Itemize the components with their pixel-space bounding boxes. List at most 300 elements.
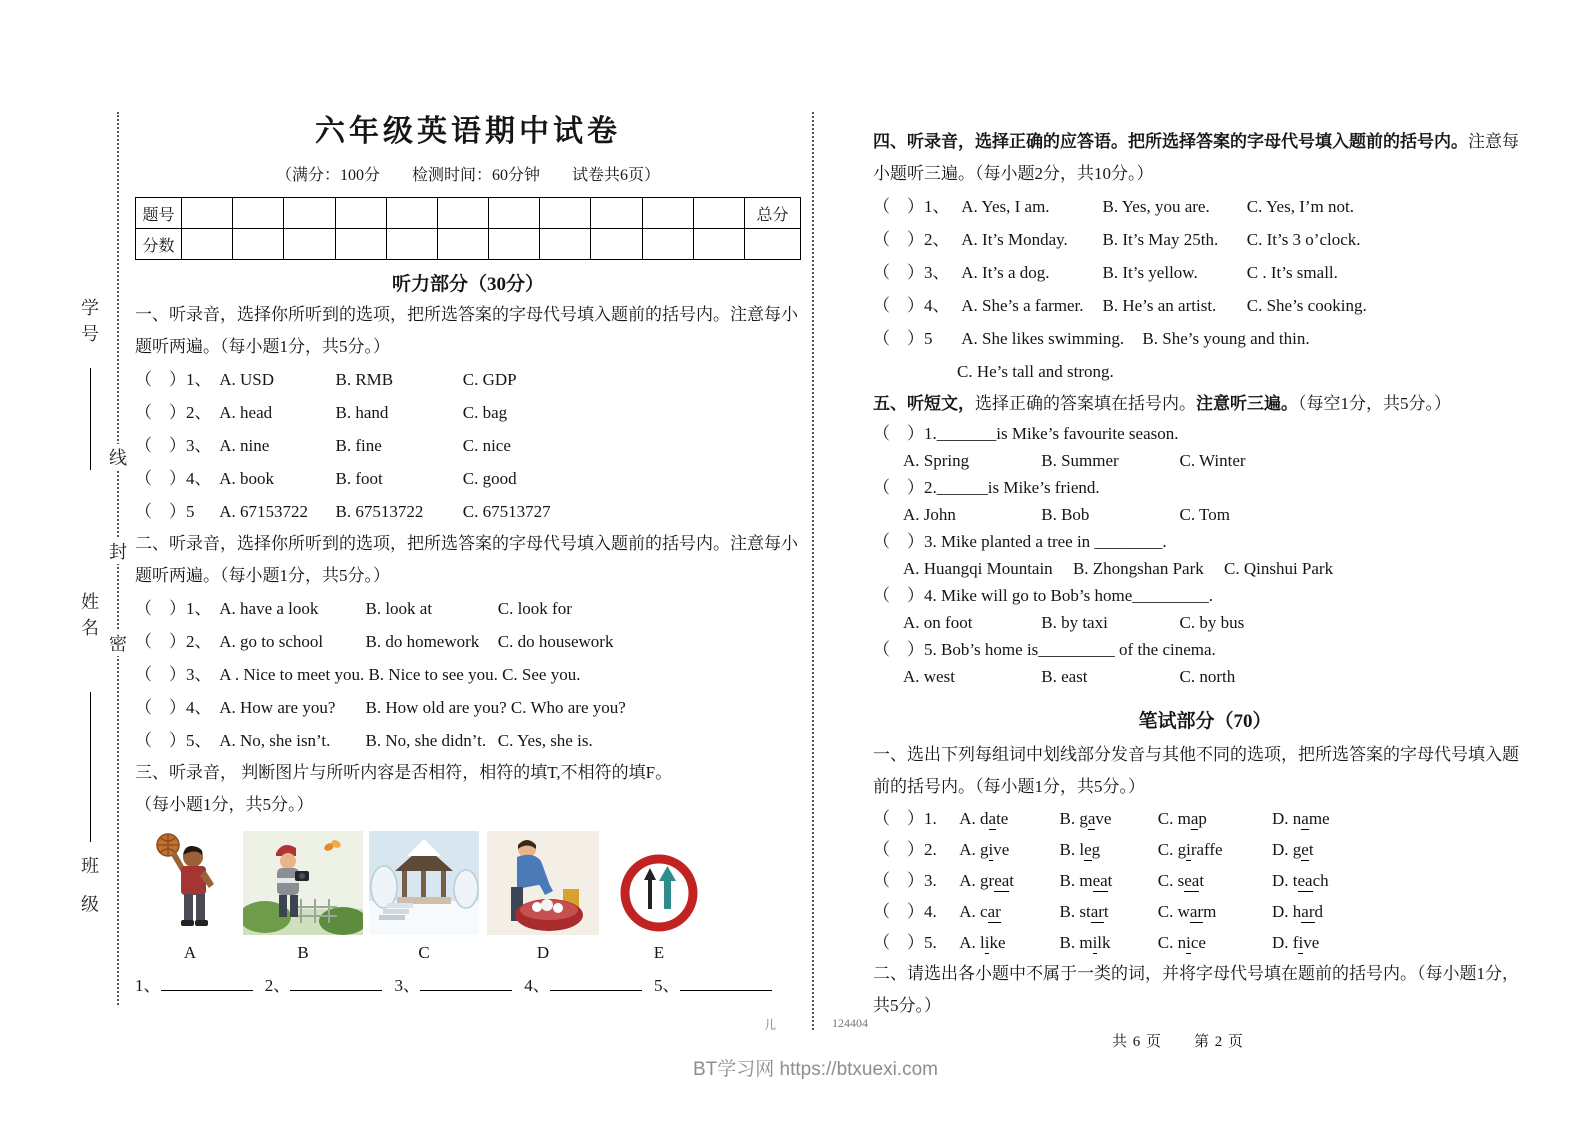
page-counter: 共 6 页 第 2 页 xyxy=(1112,1034,1245,1050)
option-c: C. It’s 3 o’clock. xyxy=(1246,230,1361,249)
question-number: （ ）3. xyxy=(873,871,937,890)
option-b: B. Bob xyxy=(1041,505,1090,524)
option-b xyxy=(1060,927,1154,958)
score-cell-blank xyxy=(489,198,540,229)
name-blank-line xyxy=(90,692,91,842)
option-text: C. s xyxy=(1157,871,1185,890)
score-cell-blank xyxy=(642,229,693,260)
seal-char-mi: 密 xyxy=(106,630,130,656)
listening-sec3-instruction xyxy=(135,757,801,821)
option-c xyxy=(1158,803,1268,834)
question-row xyxy=(873,190,1537,223)
option-d xyxy=(1272,896,1323,927)
option-a: A. It’s a dog. xyxy=(961,263,1050,282)
option-text: A. gr xyxy=(959,871,995,890)
blank-number: 2、 xyxy=(264,976,291,995)
option-text: t xyxy=(1199,871,1205,890)
option-b: B. hand xyxy=(335,403,389,422)
question-row xyxy=(135,495,801,528)
option-a xyxy=(959,865,1055,896)
option-b: B. foot xyxy=(335,469,383,488)
option-b: B. east xyxy=(1041,667,1088,686)
print-artifact-right: 124404 xyxy=(832,1016,868,1030)
option-c: C. She’s cooking. xyxy=(1246,296,1367,315)
option-text: ch xyxy=(1312,871,1329,890)
instruction-line: 二、请选出各小题中不属于一类的词，并将字母代号填在题前的括号内。（每小题1分， xyxy=(873,964,1519,983)
class-label: 班 级 xyxy=(79,856,99,921)
question-number: （ ）4、 xyxy=(135,469,212,488)
option-b: B. He’s an artist. xyxy=(1102,296,1217,315)
score-table xyxy=(135,197,801,260)
score-cell-blank xyxy=(233,229,284,260)
student-id-label: 学号 xyxy=(79,298,99,350)
question-number: （ ）4. xyxy=(873,902,937,921)
question-number: （ ）4、 xyxy=(873,296,950,315)
question-number: （ ）1. xyxy=(873,809,937,828)
listening-part-header: 听力部分（30分） xyxy=(391,274,544,295)
figure-d xyxy=(487,831,599,963)
option-b: B. Summer xyxy=(1041,451,1119,470)
underlined-letters: ar xyxy=(1301,902,1315,921)
underlined-letters: i xyxy=(1092,933,1098,952)
option-b: B. She’s young and thin. xyxy=(1142,329,1310,348)
underlined-letters: a xyxy=(1087,809,1096,828)
option-a: A . Nice to meet you. xyxy=(219,665,365,684)
option-b xyxy=(1060,834,1154,865)
question-row xyxy=(873,865,1537,896)
score-cell-blank xyxy=(489,229,540,260)
score-cell-blank xyxy=(284,198,335,229)
written-part-header: 笔试部分（70） xyxy=(1138,711,1272,732)
question-number: （ ）1、 xyxy=(873,197,950,216)
score-cell-blank xyxy=(284,229,335,260)
listening-sec1-questions xyxy=(135,363,801,528)
question-number: （ ）5 xyxy=(873,329,933,348)
option-text: B. l xyxy=(1059,840,1085,859)
question-row xyxy=(873,927,1537,958)
listening-sec4-continuation: C. He’s tall and strong. xyxy=(957,362,1114,381)
instruction-line: （每小题1分，共5分。） xyxy=(135,795,314,814)
underlined-letters: i xyxy=(984,933,990,952)
instruction-bold: 注意听三遍。 xyxy=(1196,394,1298,413)
question-number: （ ）2、 xyxy=(135,403,212,422)
question-row xyxy=(135,724,801,757)
option-b: B. No, she didn’t. xyxy=(365,731,487,750)
option-text: m xyxy=(1203,902,1217,921)
score-cell-blank xyxy=(642,198,693,229)
option-text: C. m xyxy=(1157,809,1191,828)
question-options xyxy=(873,609,1537,636)
option-c: C. Who are you? xyxy=(510,698,626,717)
question-options xyxy=(873,447,1537,474)
listening-sec5-instruction xyxy=(873,388,1537,420)
question-stem: （ ）1._______is Mike’s favourite season. xyxy=(873,424,1179,443)
option-a xyxy=(959,803,1055,834)
question-row xyxy=(135,429,801,462)
option-c: C. north xyxy=(1179,667,1236,686)
option-a: A. nine xyxy=(219,436,270,455)
underlined-letters: e xyxy=(1301,840,1309,859)
option-text: A. l xyxy=(959,933,985,952)
instruction-line: 前的括号内。（每小题1分，共5分。） xyxy=(873,777,1145,796)
instruction-line: 小题听三遍。（每小题2分，共10分。） xyxy=(873,164,1154,183)
score-table-row2-label: 分数 xyxy=(136,229,182,260)
option-d xyxy=(1272,865,1329,896)
question-block xyxy=(873,420,1537,474)
option-c xyxy=(1158,927,1268,958)
question-number: （ ）4、 xyxy=(135,698,212,717)
question-number: （ ）1、 xyxy=(135,599,212,618)
option-text: t xyxy=(1308,840,1314,859)
option-c xyxy=(1158,865,1268,896)
question-number: （ ）5、 xyxy=(135,731,212,750)
option-text: p xyxy=(1198,809,1207,828)
option-text: ve xyxy=(993,840,1010,859)
instruction-line: 三、听录音， 判断图片与所听内容是否相符，相符的填T,不相符的填F。 xyxy=(135,763,673,782)
listening-sec2-instruction xyxy=(135,528,801,592)
question-block xyxy=(873,582,1537,636)
option-text: t xyxy=(1009,871,1015,890)
instruction-bold: 五、听短文， xyxy=(873,394,975,413)
question-row xyxy=(873,289,1537,322)
underlined-letters: i xyxy=(988,840,994,859)
option-b: B. Zhongshan Park xyxy=(1072,559,1204,578)
question-row xyxy=(873,896,1537,927)
written-sec1-instruction xyxy=(873,739,1537,803)
figure-a-label: A xyxy=(183,943,197,962)
option-d xyxy=(1272,927,1319,958)
option-a: A. USD xyxy=(219,370,275,389)
question-block xyxy=(873,528,1537,582)
option-a xyxy=(959,927,1055,958)
question-block xyxy=(873,474,1537,528)
question-number: （ ）5. xyxy=(873,933,937,952)
question-stem: （ ）3. Mike planted a tree in ________. xyxy=(873,532,1167,551)
blank-line xyxy=(680,976,772,991)
option-text: D. n xyxy=(1272,809,1302,828)
question-stem: （ ）5. Bob’s home is_________ of the cinema. xyxy=(873,640,1216,659)
instruction-line xyxy=(873,126,1537,158)
option-text: ke xyxy=(989,933,1006,952)
underlined-letters: ea xyxy=(1092,871,1108,890)
instruction-line: 题听两遍。（每小题1分，共5分。） xyxy=(135,337,390,356)
option-a: A. west xyxy=(903,667,955,686)
written-sec1-questions xyxy=(873,803,1537,958)
question-number: （ ）5 xyxy=(135,502,195,521)
blank-line xyxy=(290,976,382,991)
score-cell-blank xyxy=(745,229,801,260)
option-c: C. look for xyxy=(497,599,572,618)
option-b: B. 67513722 xyxy=(335,502,424,521)
figure-a xyxy=(151,831,229,963)
question-row xyxy=(873,803,1537,834)
underlined-letters: i xyxy=(1186,840,1191,859)
score-cell-blank xyxy=(437,198,488,229)
option-b: B. Yes, you are. xyxy=(1102,197,1210,216)
option-b xyxy=(1060,803,1154,834)
option-text: ve xyxy=(1303,933,1320,952)
question-number: （ ）2、 xyxy=(873,230,950,249)
name-label: 姓名 xyxy=(79,592,99,644)
blank-number: 5、 xyxy=(654,976,680,995)
instruction-normal: 注意每 xyxy=(1468,132,1519,151)
underlined-letters: ar xyxy=(987,902,1001,921)
seal-char-feng: 封 xyxy=(106,538,130,564)
score-cell-blank xyxy=(335,229,386,260)
option-text: D. g xyxy=(1272,840,1302,859)
blank-number: 4、 xyxy=(524,976,550,995)
option-c: C. See you. xyxy=(502,665,581,684)
figure-c-label: C xyxy=(418,943,430,962)
option-c: C. 67513727 xyxy=(462,502,551,521)
question-row xyxy=(135,592,801,625)
option-text: A. d xyxy=(959,809,989,828)
page-title: 六年级英语期中试卷 xyxy=(315,115,621,148)
option-a: A. have a look xyxy=(219,599,319,618)
option-c: C. nice xyxy=(462,436,511,455)
listening-sec3-images xyxy=(135,831,801,963)
score-cell-blank xyxy=(591,229,642,260)
option-c: C. Yes, she is. xyxy=(497,731,593,750)
instruction-line: 二、听录音，选择你所听到的选项，把所选答案的字母代号填入题前的括号内。注意每小 xyxy=(135,534,798,553)
image-b-photographer xyxy=(243,831,363,935)
option-c: C. Winter xyxy=(1179,451,1246,470)
option-text: B. st xyxy=(1059,902,1091,921)
score-table-row1-label: 题号 xyxy=(136,198,182,229)
figure-b-label: B xyxy=(297,943,309,962)
option-text: C. n xyxy=(1157,933,1187,952)
underlined-letters: e xyxy=(1084,840,1092,859)
instruction-line: 一、听录音，选择你所听到的选项，把所选答案的字母代号填入题前的括号内。注意每小 xyxy=(135,305,798,324)
option-text: g xyxy=(1091,840,1101,859)
option-c: C . It’s small. xyxy=(1246,263,1338,282)
option-a: A. How are you? xyxy=(219,698,336,717)
blank-line xyxy=(550,976,642,991)
seal-char-xian: 线 xyxy=(106,444,130,470)
question-number: （ ）3、 xyxy=(135,436,212,455)
instruction-line: 一、选出下列每组词中划线部分发音与其他不同的选项，把所选答案的字母代号填入题 xyxy=(873,745,1519,764)
option-text: B. m xyxy=(1059,871,1093,890)
instruction-normal: （每空1分，共5分。） xyxy=(1298,394,1451,413)
option-b: B. RMB xyxy=(335,370,394,389)
option-text: d xyxy=(1314,902,1323,921)
option-b: B. fine xyxy=(335,436,382,455)
option-c: C. do housework xyxy=(497,632,614,651)
option-b: B. look at xyxy=(365,599,433,618)
option-text: me xyxy=(1308,809,1330,828)
figure-e xyxy=(619,851,699,963)
listening-sec4-questions xyxy=(873,190,1537,355)
underlined-letters: a xyxy=(1190,809,1199,828)
option-a xyxy=(959,896,1055,927)
option-text: C. w xyxy=(1157,902,1190,921)
instruction-line: 题听两遍。（每小题1分，共5分。） xyxy=(135,566,390,585)
listening-sec1-instruction xyxy=(135,299,801,363)
option-c: C. good xyxy=(462,469,517,488)
score-cell-blank xyxy=(693,198,744,229)
option-b: B. It’s yellow. xyxy=(1102,263,1198,282)
option-b xyxy=(1060,865,1154,896)
option-a: A. 67153722 xyxy=(219,502,309,521)
question-number: （ ）3、 xyxy=(873,263,950,282)
option-a: A. She’s a farmer. xyxy=(961,296,1084,315)
option-c: C. by bus xyxy=(1179,613,1245,632)
underlined-letters: a xyxy=(988,809,997,828)
image-e-traffic-sign xyxy=(619,851,699,935)
score-cell-blank xyxy=(386,229,437,260)
option-b: B. Nice to see you. xyxy=(368,665,498,684)
score-cell-blank xyxy=(182,198,233,229)
question-number: （ ）1、 xyxy=(135,370,212,389)
option-text: raffe xyxy=(1190,840,1223,859)
option-a: A. No, she isn’t. xyxy=(219,731,331,750)
option-b xyxy=(1060,896,1154,927)
answer-blank xyxy=(654,971,772,996)
option-c xyxy=(1158,834,1268,865)
option-c: C. bag xyxy=(462,403,508,422)
option-c: C. Yes, I’m not. xyxy=(1246,197,1354,216)
option-c: C. GDP xyxy=(462,370,517,389)
score-cell-blank xyxy=(437,229,488,260)
score-table-row-question-no xyxy=(136,198,801,229)
listening-sec3-answer-blanks xyxy=(135,971,801,996)
option-a: A. go to school xyxy=(219,632,324,651)
site-watermark: BT学习网 https://btxuexi.com xyxy=(693,1059,938,1080)
underlined-letters: ea xyxy=(1184,871,1200,890)
instruction-normal: 选择正确的答案填在括号内。 xyxy=(975,394,1196,413)
figure-d-label: D xyxy=(536,943,550,962)
score-table-total-label: 总分 xyxy=(745,198,801,229)
option-a: A. She likes swimming. xyxy=(961,329,1125,348)
question-row xyxy=(135,396,801,429)
option-text: te xyxy=(996,809,1009,828)
score-cell-blank xyxy=(591,198,642,229)
image-c-winter-gazebo xyxy=(369,831,479,935)
instruction-bold: 四、听录音，选择正确的应答语。把所选择答案的字母代号填入题前的括号内。 xyxy=(873,132,1468,151)
question-number: （ ）2、 xyxy=(135,632,212,651)
option-text: B. g xyxy=(1059,809,1088,828)
image-a-boy-basketball xyxy=(151,831,229,935)
score-cell-blank xyxy=(540,198,591,229)
option-text: lk xyxy=(1097,933,1111,952)
blank-line xyxy=(420,976,512,991)
question-number: （ ）3、 xyxy=(135,665,212,684)
written-sec2-instruction xyxy=(873,958,1537,1022)
blank-number: 3、 xyxy=(394,976,420,995)
score-table-row-score xyxy=(136,229,801,260)
underlined-letters: ea xyxy=(994,871,1010,890)
score-cell-blank xyxy=(335,198,386,229)
student-id-blank-line xyxy=(90,368,91,470)
underlined-letters: ea xyxy=(1297,871,1313,890)
option-c xyxy=(1158,896,1268,927)
score-cell-blank xyxy=(540,229,591,260)
question-options xyxy=(873,501,1537,528)
option-a xyxy=(959,834,1055,865)
question-row xyxy=(135,658,801,691)
option-a: A. Huangqi Mountain xyxy=(903,559,1053,578)
question-stem: （ ）2.______is Mike’s friend. xyxy=(873,478,1100,497)
option-text: D. t xyxy=(1272,871,1298,890)
underlined-letters: i xyxy=(1186,933,1191,952)
question-row xyxy=(135,691,801,724)
column-divider-line xyxy=(812,112,814,1030)
option-d xyxy=(1272,834,1314,865)
option-text: A. g xyxy=(959,840,989,859)
left-column xyxy=(135,106,801,996)
option-a: A. Yes, I am. xyxy=(961,197,1050,216)
instruction-line: 共5分。） xyxy=(873,996,941,1015)
option-text: B. m xyxy=(1059,933,1093,952)
question-options xyxy=(873,555,1537,582)
score-cell-blank xyxy=(182,229,233,260)
blank-line xyxy=(161,976,253,991)
option-b: B. do homework xyxy=(365,632,480,651)
exam-meta: （满分：100分 检测时间：60分钟 试卷共6页） xyxy=(275,167,660,184)
option-b: B. by taxi xyxy=(1041,613,1108,632)
question-row xyxy=(135,363,801,396)
option-b: B. How old are you? xyxy=(365,698,507,717)
question-number: （ ）2. xyxy=(873,840,937,859)
underlined-letters: i xyxy=(1298,933,1304,952)
right-column xyxy=(873,126,1537,1022)
option-text: t xyxy=(1107,871,1113,890)
score-cell-blank xyxy=(233,198,284,229)
question-stem: （ ）4. Mike will go to Bob’s home_________. xyxy=(873,586,1213,605)
listening-sec4-instruction xyxy=(873,126,1537,190)
option-d xyxy=(1272,803,1330,834)
figure-c xyxy=(369,831,479,963)
blank-number: 1、 xyxy=(135,976,161,995)
option-c: C. Tom xyxy=(1179,505,1230,524)
option-a: A. book xyxy=(219,469,275,488)
option-text: D. f xyxy=(1272,933,1299,952)
question-row xyxy=(873,256,1537,289)
option-text: ve xyxy=(1095,809,1112,828)
answer-blank xyxy=(265,971,383,996)
question-row xyxy=(873,834,1537,865)
option-a: A. Spring xyxy=(903,451,970,470)
underlined-letters: ar xyxy=(1090,902,1104,921)
option-text: C. g xyxy=(1157,840,1187,859)
image-d-washing-clothes xyxy=(487,831,599,935)
option-text: t xyxy=(1103,902,1109,921)
option-text: ce xyxy=(1190,933,1206,952)
figure-b xyxy=(243,831,363,963)
option-a: A. head xyxy=(219,403,273,422)
score-cell-blank xyxy=(386,198,437,229)
question-options xyxy=(873,663,1537,690)
listening-sec5-questions xyxy=(873,420,1537,690)
print-artifact-left: 儿 xyxy=(764,1018,777,1032)
question-row xyxy=(873,322,1537,355)
listening-sec2-questions xyxy=(135,592,801,757)
answer-blank xyxy=(524,971,642,996)
underlined-letters: ar xyxy=(1189,902,1204,921)
question-row xyxy=(873,223,1537,256)
option-a: A. John xyxy=(903,505,956,524)
answer-blank xyxy=(395,971,513,996)
option-c: C. Qinshui Park xyxy=(1223,559,1334,578)
score-cell-blank xyxy=(693,229,744,260)
answer-blank xyxy=(135,971,253,996)
option-b: B. It’s May 25th. xyxy=(1102,230,1219,249)
question-block xyxy=(873,636,1537,690)
option-text: A. c xyxy=(959,902,988,921)
question-row xyxy=(135,625,801,658)
underlined-letters: a xyxy=(1301,809,1309,828)
question-row xyxy=(135,462,801,495)
